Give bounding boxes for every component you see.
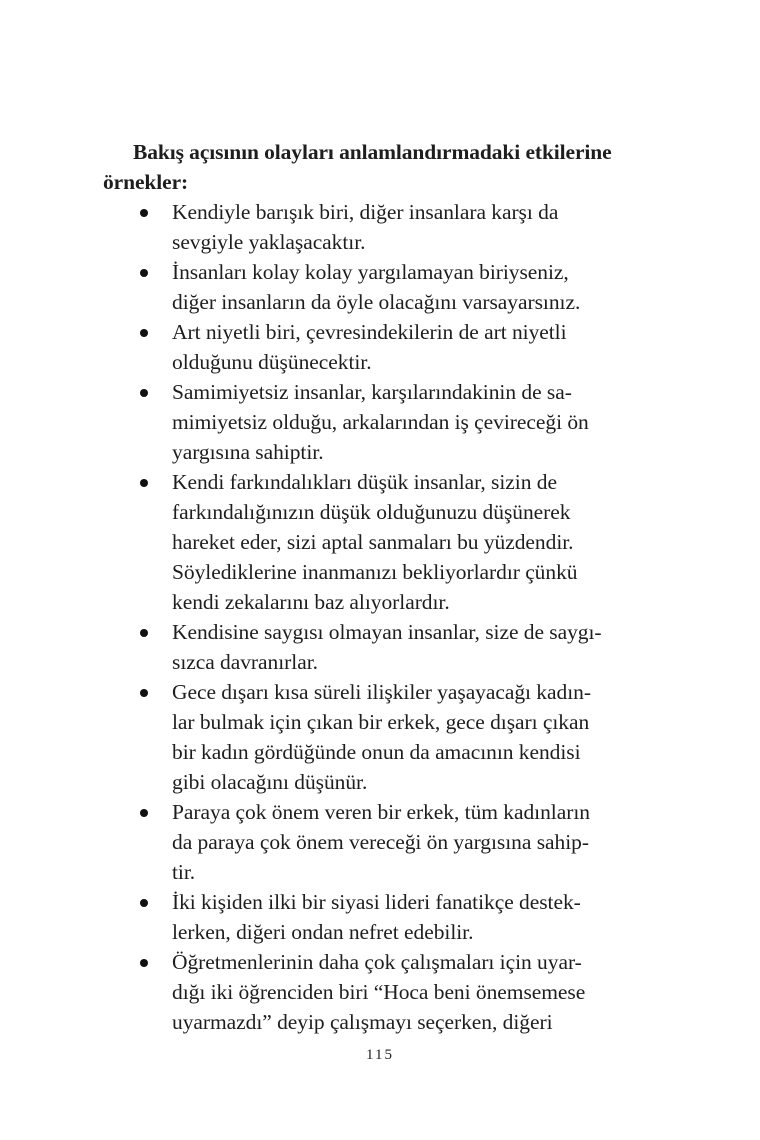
list-item — [103, 947, 643, 1037]
list-item-line: olduğunu düşünecektir. — [172, 350, 372, 374]
list-item — [103, 257, 643, 317]
list-item — [103, 377, 643, 467]
list-item-line: Söylediklerine inanmanızı bekliyorlardır çünkü — [172, 560, 578, 584]
list-item — [103, 617, 643, 677]
list-item-line: Paraya çok önem veren bir erkek, tüm kadınların — [172, 800, 590, 824]
list-item-line: tir. — [172, 860, 196, 884]
list-item-line: Kendi farkındalıkları düşük insanlar, sizin de — [172, 470, 557, 494]
list-item-line: İnsanları kolay kolay yargılamayan biriyseniz, — [172, 260, 569, 284]
list-item-line: hareket eder, sizi aptal sanmaları bu yüzdendir. — [172, 530, 574, 554]
bullet-icon — [140, 329, 148, 337]
list-item-line: lerken, diğeri ondan nefret edebilir. — [172, 920, 474, 944]
list-item-line: da paraya çok önem vereceği ön yargısına sahip- — [172, 830, 589, 854]
list-item-line: bir kadın gördüğünde onun da amacının kendisi — [172, 740, 581, 764]
page-number: 115 — [366, 1047, 394, 1063]
bullet-icon — [140, 899, 148, 907]
list-item-line: kendi zekalarını baz alıyorlardır. — [172, 590, 450, 614]
list-item — [103, 797, 643, 887]
list-item — [103, 887, 643, 947]
list-item-line: İki kişiden ilki bir siyasi lideri fanatikçe destek- — [172, 890, 581, 914]
bullet-icon — [140, 959, 148, 967]
list-item-line: Gece dışarı kısa süreli ilişkiler yaşayacağı kadın- — [172, 680, 591, 704]
list-item-line: lar bulmak için çıkan bir erkek, gece dışarı çıkan — [172, 710, 590, 734]
list-item — [103, 197, 643, 257]
heading-line: Bakış açısının olayları anlamlandırmadaki etkilerine — [133, 140, 612, 164]
bullet-icon — [140, 689, 148, 697]
bullet-icon — [140, 629, 148, 637]
list-item-line: yargısına sahiptir. — [172, 440, 324, 464]
list-item-line: gibi olacağını düşünür. — [172, 770, 368, 794]
list-item-line: uyarmazdı” deyip çalışmayı seçerken, diğeri — [172, 1010, 553, 1034]
bullet-icon — [140, 809, 148, 817]
list-item-line: farkındalığınızın düşük olduğunuzu düşünerek — [172, 500, 571, 524]
list-item — [103, 677, 643, 797]
bullet-icon — [140, 269, 148, 277]
list-item — [103, 467, 643, 617]
bullet-icon — [140, 209, 148, 217]
list-item-line: dığı iki öğrenciden biri “Hoca beni önemsemese — [172, 980, 586, 1004]
section-heading — [103, 137, 643, 197]
list-item-line: Kendisine saygısı olmayan insanlar, size de saygı- — [172, 620, 602, 644]
bullet-list — [103, 197, 643, 1037]
page-body — [103, 137, 643, 1037]
list-item-line: sızca davranırlar. — [172, 650, 318, 674]
list-item — [103, 317, 643, 377]
list-item-line: Kendiyle barışık biri, diğer insanlara karşı da — [172, 200, 559, 224]
bullet-icon — [140, 389, 148, 397]
list-item-line: Öğretmenlerinin daha çok çalışmaları için uyar- — [172, 950, 582, 974]
list-item-line: diğer insanların da öyle olacağını varsayarsınız. — [172, 290, 581, 314]
heading-line: örnekler: — [103, 170, 189, 194]
bullet-icon — [140, 479, 148, 487]
list-item-line: sevgiyle yaklaşacaktır. — [172, 230, 366, 254]
list-item-line: Samimiyetsiz insanlar, karşılarındakinin de sa- — [172, 380, 572, 404]
list-item-line: Art niyetli biri, çevresindekilerin de art niyetli — [172, 320, 567, 344]
list-item-line: mimiyetsiz olduğu, arkalarından iş çevireceği ön — [172, 410, 589, 434]
